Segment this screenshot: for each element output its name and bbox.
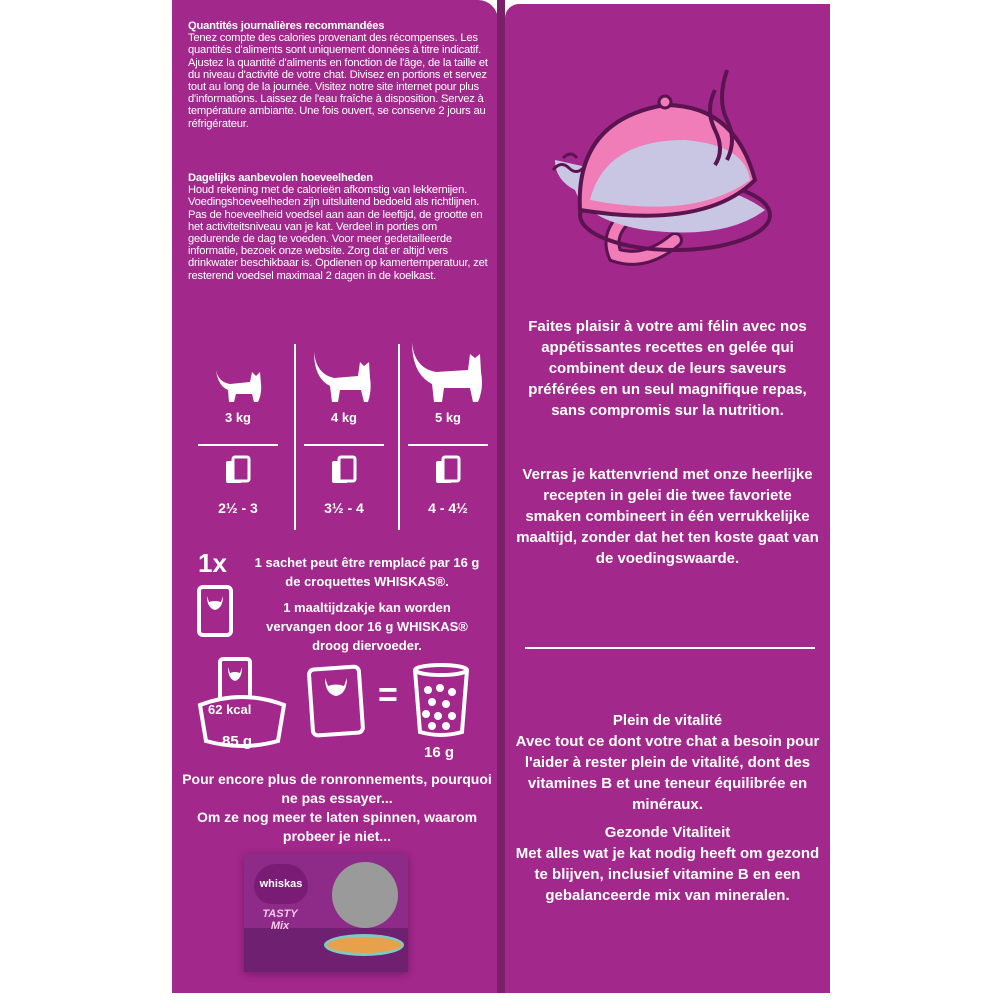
pouch-icon — [196, 584, 234, 638]
feeding-guide-fr-text: Tenez compte des calories provenant des récompenses. Les quantités d'aliments sont uniquement données à titre indicatif. Ajustez la quantité d'aliments en fonction de l'âge, de la taille et du niveau d'activité de votre chat. Divisez en portions et servez tout au long de la journée. Visitez notre site internet pour plus d'informations. Laissez de l'eau fraîche à disposition. Servez à température ambiante. Une fois ouvert, se conserve 2 jours au réfrigérateur. — [188, 32, 488, 130]
pouch-icon — [307, 662, 367, 740]
pouch-icon — [330, 455, 358, 487]
small-cat-icon — [188, 362, 288, 404]
medium-cat-icon — [294, 348, 394, 404]
table-column — [294, 340, 394, 530]
panel-divider — [497, 0, 505, 993]
equals-sign: = — [378, 676, 398, 714]
feeding-guide-nl — [188, 172, 488, 282]
cat-weight: 3 kg — [224, 410, 251, 425]
left-panel — [172, 0, 498, 993]
feeding-guide-nl-text: Houd rekening met de calorieën afkomstig van lekkernijen. Voedingshoeveelheden zijn uitsluitend bedoeld als richtlijnen. Pas de hoeveelheid voedsel aan aan de leeftijd, de grootte en het activiteitsniveau van je kat. Verdeel in porties om gedurende de dag te voeden. Voor meer gedetailleerde informatie, bezoek onze website. Zorg dat er altijd vers drinkwater beschikbaar is. Opdienen op kamertemperatuur, zet resterend voedsel maximaal 2 dagen in de koelkast. — [188, 184, 488, 282]
intro-nl: Verras je kattenvriend met onze heerlijke recepten in gelei die twee favoriete smaken combineert in één verrukkelijke maaltijd, zonder dat het ten koste gaat van de voedingswaarde. — [516, 466, 819, 567]
count-label: 1x — [198, 548, 227, 578]
vitality-fr-title: Plein de vitalité — [612, 712, 723, 729]
pouch-weight-label: 85 g — [222, 733, 253, 750]
divider — [408, 444, 488, 446]
vitality-nl-title: Gezonde Vitaliteit — [604, 824, 731, 841]
dry-weight-label: 16 g — [424, 744, 455, 761]
table-column — [398, 340, 498, 530]
pouch-icon — [224, 455, 252, 487]
cat-photo — [332, 862, 398, 928]
divider — [304, 444, 384, 446]
feeding-guide-fr-title: Quantités journalières recommandées — [188, 20, 385, 32]
product-brand: whiskas — [259, 878, 303, 890]
portion-count: 4 - 4½ — [428, 500, 468, 516]
kcal-label: 62 kcal — [208, 702, 252, 717]
vitality-nl: Met alles wat je kat nodig heeft om gezond te blijven, inclusief vitamine B en een gebalanceerde mix van mineralen. — [515, 845, 820, 904]
vitality-fr: Avec tout ce dont votre chat a besoin pour l'aider à rester plein de vitalité, dont des vitamines B et une teneur équilibrée en minéraux. — [515, 733, 820, 813]
intro-fr: Faites plaisir à votre ami félin avec nos appétissantes recettes en gelée qui combinent deux de leurs saveurs préférées en un seul magnifique repas, sans compromis sur la nutrition. — [528, 318, 807, 419]
right-panel — [505, 4, 830, 993]
portion-count: 2½ - 3 — [218, 500, 258, 516]
feeding-guide-nl-title: Dagelijks aanbevolen hoeveelheden — [188, 172, 373, 184]
cat-weight: 5 kg — [434, 410, 461, 425]
divider — [525, 647, 815, 649]
portion-count: 3½ - 4 — [324, 500, 364, 516]
kibble-cup-icon — [410, 662, 472, 738]
promo-fr: Pour encore plus de ronronnements, pourquoi ne pas essayer... — [182, 771, 492, 806]
pouch-icon — [434, 455, 462, 487]
food-plate — [324, 934, 404, 956]
feeding-table — [188, 340, 488, 530]
product-name: TASTY Mix — [262, 908, 298, 932]
cat-weight: 4 kg — [330, 410, 357, 425]
divider — [198, 444, 278, 446]
cloche-cat-illustration — [545, 60, 785, 270]
replacement-nl: 1 maaltijdzakje kan worden vervangen door 16 g WHISKAS® droog diervoeder. — [266, 600, 468, 653]
table-column — [188, 340, 288, 530]
promo-nl: Om ze nog meer te laten spinnen, waarom probeer je niet... — [196, 809, 478, 844]
feeding-guide-fr — [188, 20, 488, 130]
replacement-fr: 1 sachet peut être remplacé par 16 g de croquettes WHISKAS®. — [254, 555, 480, 589]
product-image — [244, 854, 408, 972]
large-cat-icon — [398, 340, 498, 404]
